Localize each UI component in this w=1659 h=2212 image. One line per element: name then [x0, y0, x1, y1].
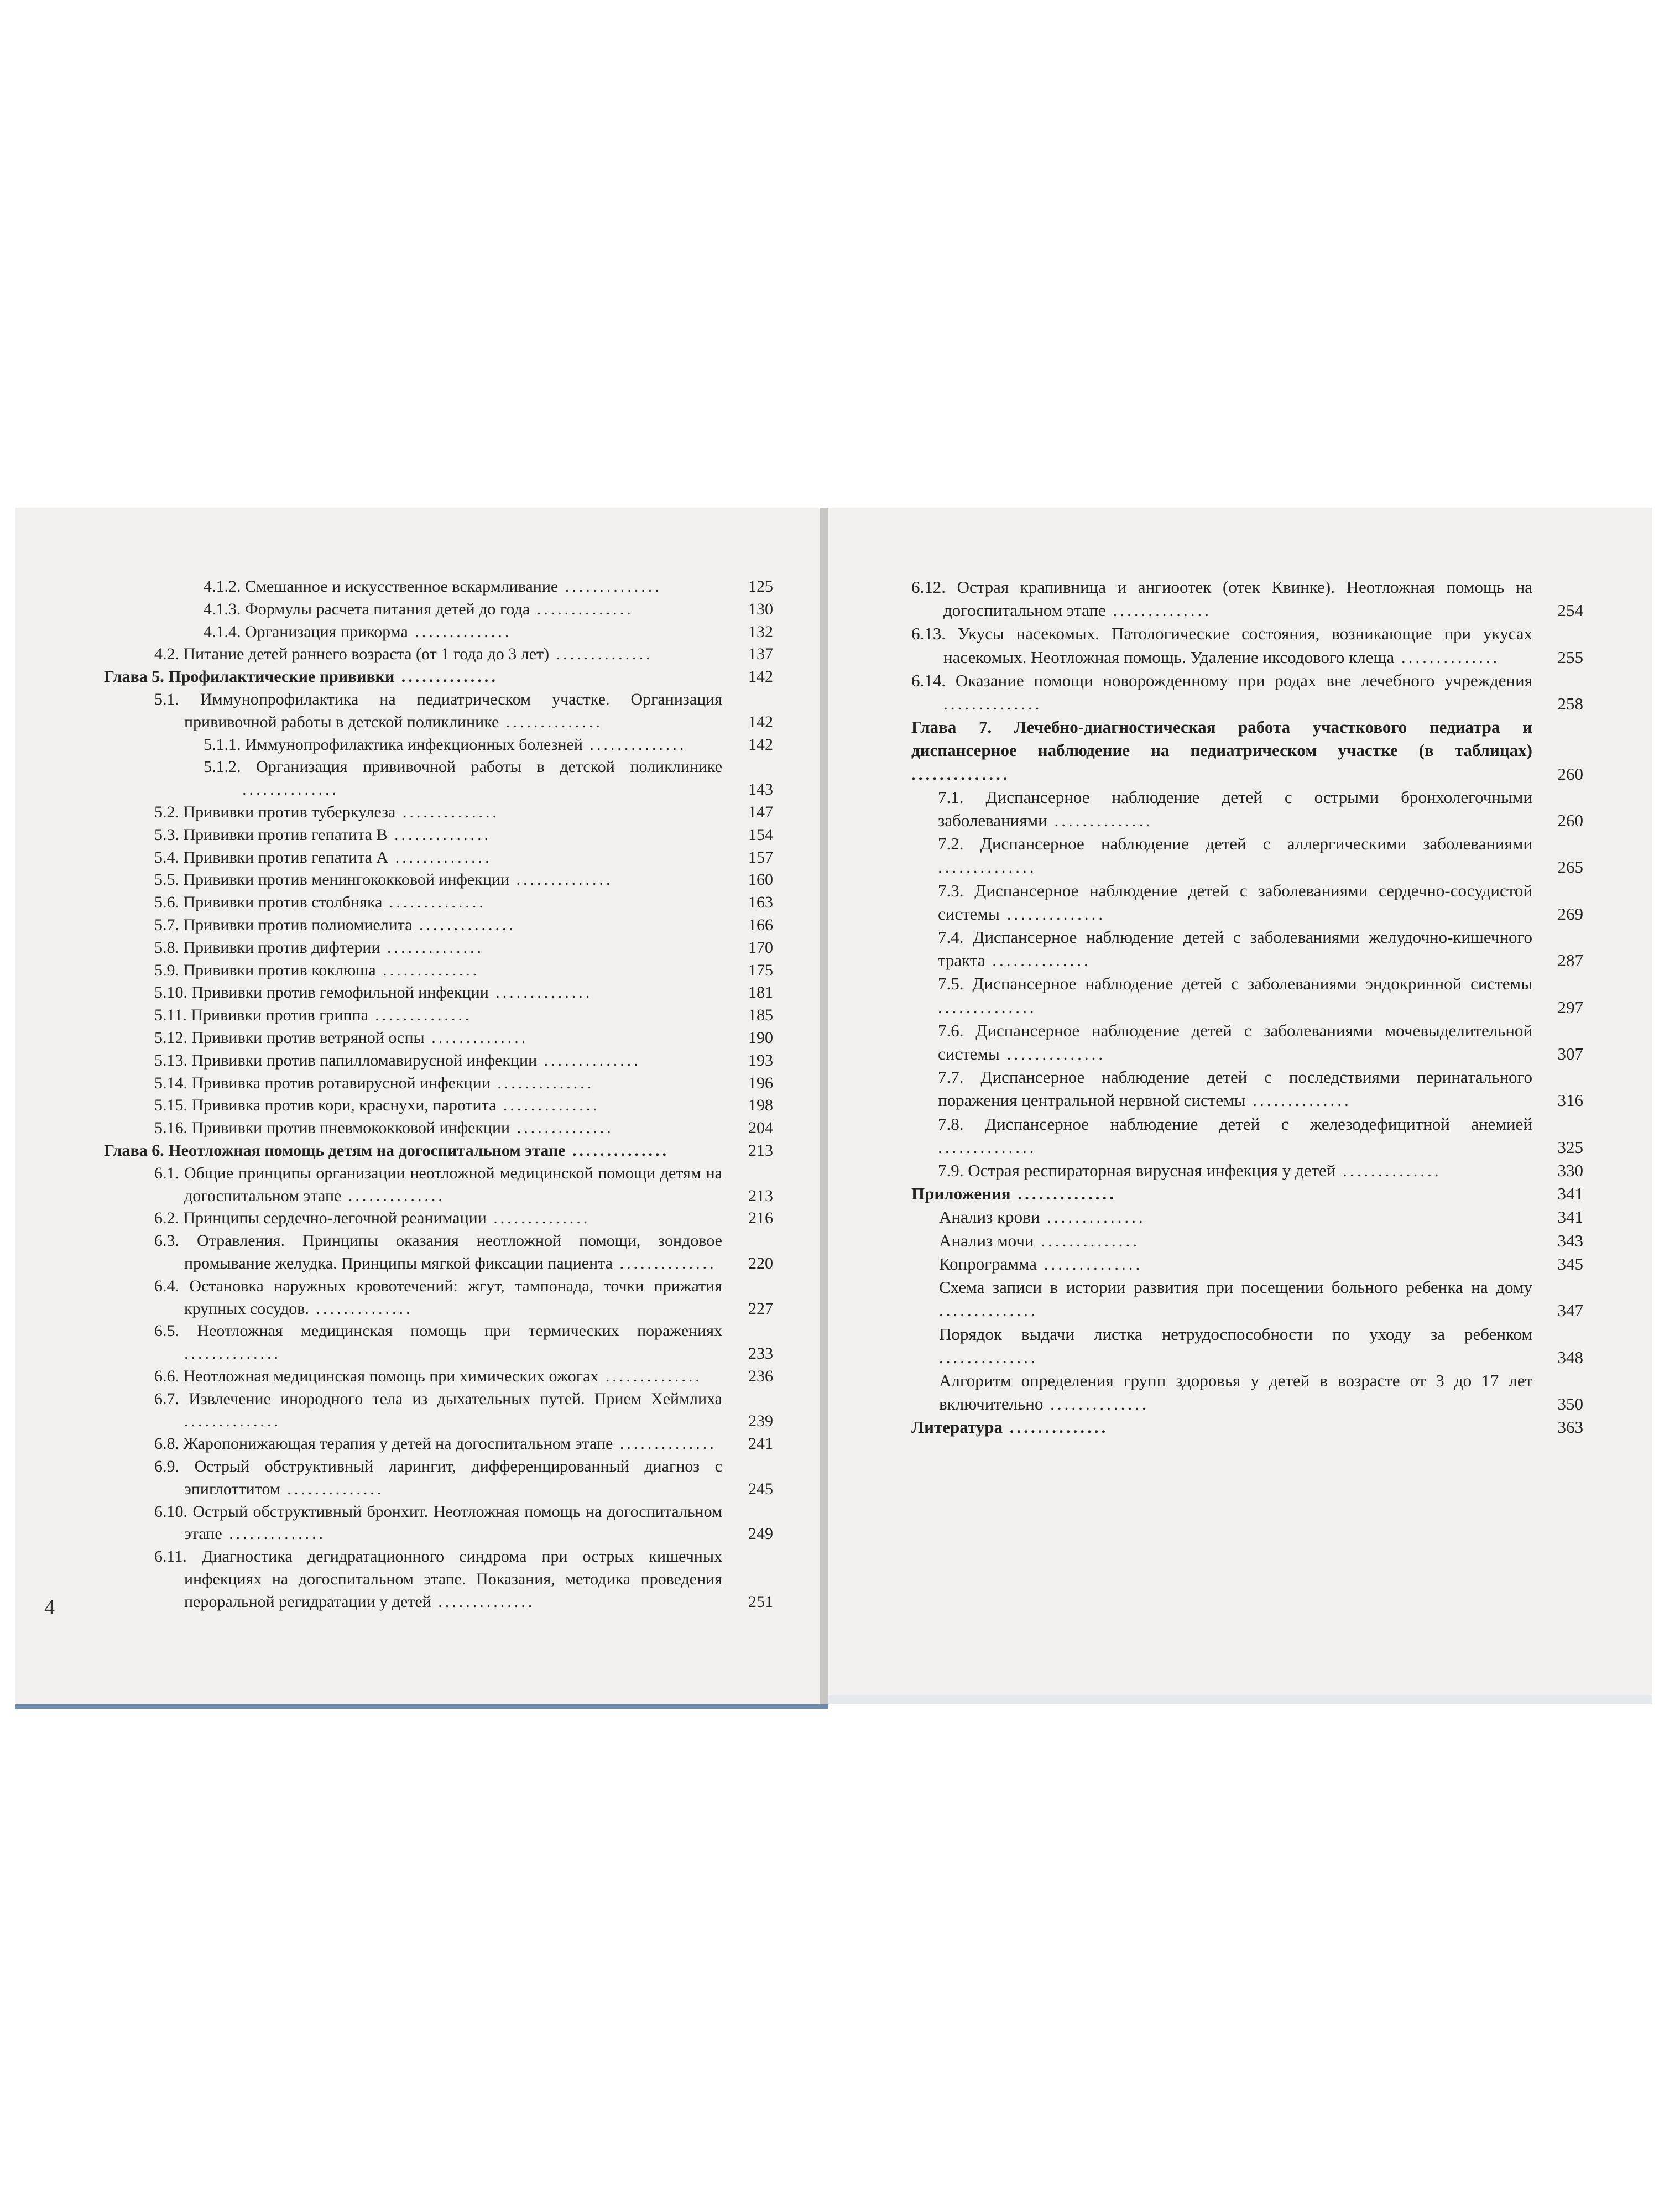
- leader-dots: ..............: [1394, 647, 1500, 667]
- toc-entry-title: 6.8. Жаропонижающая терапия у детей на догоспитальном этапе ..............: [154, 1434, 717, 1453]
- toc-entry: [104, 1117, 773, 1140]
- toc-entry-title: 5.10. Прививки против гемофильной инфекции ..............: [154, 983, 593, 1002]
- toc-entry-title: 6.1. Общие принципы организации неотложной медицинской помощи детям на догоспитальном этапе ..............: [154, 1164, 722, 1205]
- leader-dots: ..............: [341, 1186, 445, 1205]
- toc-page-number: 236: [748, 1366, 773, 1385]
- leader-dots: ..............: [510, 1119, 614, 1138]
- toc-entry-title: 7.5. Диспансерное наблюдение детей с заболеваниями эндокринной системы ..............: [938, 974, 1532, 1017]
- leader-dots: ..............: [1335, 1161, 1442, 1181]
- toc-entry: [911, 1323, 1583, 1369]
- page-number: 4: [44, 1596, 55, 1619]
- right-toc: [911, 576, 1583, 1439]
- toc-entry-title: Схема записи в истории развития при посещении больного ребенка на дому ..............: [939, 1277, 1532, 1321]
- toc-page-number: 216: [748, 1209, 773, 1228]
- toc-page-number: 307: [1557, 1044, 1583, 1064]
- toc-entry-title: 5.9. Прививки против коклюша ..............: [154, 961, 480, 979]
- toc-entry-title: 4.2. Питание детей раннего возраста (от 1 года до 3 лет) ..............: [154, 645, 653, 664]
- toc-entry: [104, 734, 773, 757]
- leader-dots: ..............: [1002, 1417, 1109, 1437]
- toc-entry-title: Приложения ..............: [911, 1184, 1117, 1204]
- toc-page-number: 363: [1557, 1417, 1583, 1437]
- toc-page-number: 249: [748, 1525, 773, 1543]
- toc-entry: [104, 1230, 773, 1275]
- leader-dots: ..............: [388, 848, 492, 867]
- toc-page-number: 142: [748, 712, 773, 731]
- book-gutter: [820, 508, 828, 1704]
- toc-entry-title: 6.9. Острый обструктивный ларингит, дифференцированный диагноз с эпиглоттитом ..............: [154, 1457, 722, 1498]
- leader-dots: ..............: [184, 1344, 281, 1363]
- leader-dots: ..............: [938, 1137, 1037, 1157]
- leader-dots: ..............: [509, 870, 613, 889]
- toc-entry-title: 5.2. Прививки против туберкулеза ..............: [154, 802, 499, 821]
- toc-entry-title: 6.14. Оказание помощи новорожденному при родах вне лечебного учреждения ..............: [911, 670, 1532, 714]
- toc-page-number: 143: [748, 780, 773, 799]
- toc-page-number: 297: [1557, 997, 1583, 1017]
- toc-entry-title: 6.2. Принципы сердечно-легочной реанимации ..............: [154, 1209, 591, 1228]
- toc-page-number: 316: [1557, 1091, 1583, 1110]
- toc-page-number: 142: [748, 735, 773, 754]
- left-toc: [104, 576, 773, 1614]
- toc-page-number: 258: [1557, 694, 1583, 714]
- toc-page-number: 233: [748, 1344, 773, 1363]
- leader-dots: ..............: [549, 645, 653, 664]
- toc-entry: [911, 1113, 1583, 1159]
- toc-entry: [911, 1019, 1583, 1066]
- toc-entry-title: 7.2. Диспансерное наблюдение детей с аллергическими заболеваниями ..............: [938, 834, 1532, 877]
- toc-entry: [104, 891, 773, 914]
- toc-entry: [911, 576, 1583, 622]
- toc-page-number: 239: [748, 1412, 773, 1431]
- toc-entry-title: 5.4. Прививки против гепатита А ..............: [154, 848, 492, 867]
- toc-entry: [104, 914, 773, 937]
- leader-dots: ..............: [499, 712, 603, 731]
- leader-dots: ..............: [985, 951, 1091, 971]
- leader-dots: ..............: [1010, 1184, 1117, 1204]
- toc-page-number: 175: [748, 961, 773, 979]
- toc-page-number: 166: [748, 915, 773, 934]
- leader-dots: ..............: [431, 1592, 535, 1611]
- toc-entry-title: 5.3. Прививки против гепатита В ..............: [154, 825, 492, 844]
- leader-dots: ..............: [408, 622, 512, 641]
- toc-page-number: 130: [748, 599, 773, 618]
- toc-entry-title: 7.4. Диспансерное наблюдение детей с заболеваниями желудочно-кишечного тракта ..............: [938, 927, 1532, 971]
- toc-entry-title: 4.1.4. Организация прикорма ..............: [204, 622, 512, 641]
- toc-page-number: 265: [1557, 857, 1583, 877]
- toc-entry-title: 5.15. Прививка против кори, краснухи, паротита ..............: [154, 1096, 600, 1115]
- toc-entry: [911, 1206, 1583, 1229]
- leader-dots: ..............: [938, 997, 1037, 1017]
- leader-dots: ..............: [1047, 811, 1153, 831]
- toc-page-number: 157: [748, 848, 773, 867]
- toc-entry: [104, 869, 773, 891]
- toc-entry-title: 7.8. Диспансерное наблюдение детей с железодефицитной анемией ..............: [938, 1114, 1532, 1157]
- toc-page-number: 255: [1557, 647, 1583, 667]
- toc-entry-title: 6.5. Неотложная медицинская помощь при термических поражениях ..............: [154, 1322, 722, 1363]
- toc-page-number: 137: [748, 645, 773, 664]
- toc-chapter-heading: [911, 1182, 1583, 1206]
- toc-page-number: 341: [1557, 1184, 1583, 1204]
- toc-page-number: 341: [1557, 1207, 1583, 1227]
- toc-entry-title: 5.7. Прививки против полиомиелита ..............: [154, 915, 517, 934]
- toc-entry: [911, 1276, 1583, 1322]
- toc-page-number: 213: [748, 1186, 773, 1205]
- toc-page-number: 160: [748, 870, 773, 889]
- toc-entry-title: Анализ мочи ..............: [939, 1230, 1140, 1250]
- leader-dots: ..............: [1040, 1207, 1146, 1227]
- toc-entry-title: 7.7. Диспансерное наблюдение детей с последствиями перинатального поражения центральной нервной системы ..............: [938, 1067, 1532, 1110]
- toc-entry-title: Литература ..............: [911, 1417, 1109, 1437]
- toc-entry: [911, 1369, 1583, 1416]
- toc-entry-title: 5.8. Прививки против дифтерии ..............: [154, 938, 484, 957]
- left-page: [15, 508, 821, 1704]
- toc-entry: [911, 926, 1583, 972]
- toc-entry-title: 6.3. Отравления. Принципы оказания неотложной помощи, зондовое промывание желудка. Принципы мягкой фиксации пациента ..............: [154, 1232, 722, 1272]
- toc-entry-title: 7.1. Диспансерное наблюдение детей с острыми бронхолегочными заболеваниями ..............: [938, 787, 1532, 831]
- toc-entry: [104, 1433, 773, 1455]
- toc-entry: [911, 1229, 1583, 1253]
- toc-entry-title: 5.1. Иммунопрофилактика на педиатрическом участке. Организация прививочной работы в детской поликлинике ..............: [154, 690, 722, 731]
- toc-entry: [104, 959, 773, 982]
- toc-entry: [104, 1365, 773, 1388]
- toc-page-number: 213: [748, 1141, 773, 1160]
- leader-dots: ..............: [496, 1096, 600, 1115]
- toc-entry-title: Глава 5. Профилактические прививки ..............: [104, 667, 498, 686]
- leader-dots: ..............: [1043, 1394, 1149, 1414]
- leader-dots: ..............: [1245, 1091, 1352, 1110]
- toc-page-number: 154: [748, 825, 773, 844]
- toc-entry-title: Глава 6. Неотложная помощь детям на догоспитальном этапе ..............: [104, 1141, 669, 1160]
- leader-dots: ..............: [530, 599, 634, 618]
- leader-dots: ..............: [939, 1347, 1038, 1367]
- toc-page-number: 343: [1557, 1230, 1583, 1250]
- toc-entry: [104, 1072, 773, 1095]
- toc-entry-title: 5.11. Прививки против гриппа ..............: [154, 1006, 472, 1025]
- toc-entry: [104, 1388, 773, 1433]
- toc-page-number: 220: [748, 1254, 773, 1272]
- toc-entry: [911, 832, 1583, 879]
- toc-page-number: 196: [748, 1073, 773, 1092]
- leader-dots: ..............: [488, 983, 593, 1002]
- leader-dots: ..............: [368, 1006, 472, 1025]
- leader-dots: ..............: [382, 893, 486, 912]
- leader-dots: ..............: [598, 1366, 702, 1385]
- toc-chapter-heading: [911, 716, 1583, 786]
- toc-entry: [911, 669, 1583, 716]
- toc-page-number: 142: [748, 667, 773, 686]
- leader-dots: ..............: [222, 1525, 326, 1543]
- leader-dots: ..............: [938, 857, 1037, 877]
- toc-entry-title: 5.13. Прививки против папилломавирусной инфекции ..............: [154, 1051, 641, 1070]
- toc-entry: [911, 972, 1583, 1019]
- leader-dots: ..............: [582, 735, 687, 754]
- leader-dots: ..............: [612, 1254, 717, 1272]
- toc-entry: [104, 1320, 773, 1365]
- toc-entry: [104, 1027, 773, 1050]
- toc-page-number: 345: [1557, 1254, 1583, 1274]
- toc-page-number: 125: [748, 577, 773, 596]
- toc-entry: [104, 1162, 773, 1208]
- leader-dots: ..............: [424, 1028, 529, 1047]
- toc-entry: [104, 1050, 773, 1072]
- leader-dots: ..............: [565, 1141, 669, 1160]
- toc-entry: [911, 1066, 1583, 1112]
- leader-dots: ..............: [613, 1434, 717, 1453]
- toc-page-number: 227: [748, 1299, 773, 1318]
- toc-entry-title: 5.14. Прививка против ротавирусной инфекции ..............: [154, 1073, 594, 1092]
- toc-page-number: 347: [1557, 1301, 1583, 1321]
- toc-entry: [911, 1159, 1583, 1182]
- toc-entry-title: 6.4. Остановка наружных кровотечений: жгут, тампонада, точки прижатия крупных сосудов. ..............: [154, 1276, 722, 1318]
- toc-entry-title: 6.7. Извлечение инородного тела из дыхательных путей. Прием Хеймлиха ..............: [154, 1389, 722, 1431]
- toc-page-number: 260: [1557, 764, 1583, 784]
- toc-entry-title: 6.11. Диагностика дегидратационного синдрома при острых кишечных инфекциях на догоспитальном этапе. Показания, методика проведения пероральной регидратации у детей ..............: [154, 1547, 722, 1611]
- toc-entry: [104, 1094, 773, 1117]
- leader-dots: ..............: [999, 904, 1106, 924]
- toc-page-number: 325: [1557, 1137, 1583, 1157]
- leader-dots: ..............: [999, 1044, 1106, 1064]
- toc-page-number: 260: [1557, 811, 1583, 831]
- toc-entry: [911, 622, 1583, 669]
- toc-entry: [104, 643, 773, 666]
- toc-page-number: 348: [1557, 1347, 1583, 1367]
- leader-dots: ..............: [1105, 601, 1212, 620]
- toc-entry: [104, 1455, 773, 1501]
- leader-dots: ..............: [911, 764, 1010, 784]
- toc-entry: [104, 801, 773, 824]
- toc-page-number: 147: [748, 802, 773, 821]
- toc-page-number: 198: [748, 1096, 773, 1115]
- leader-dots: ..............: [537, 1051, 641, 1070]
- leader-dots: ..............: [558, 577, 662, 596]
- toc-page-number: 269: [1557, 904, 1583, 924]
- toc-entry-title: Анализ крови ..............: [939, 1207, 1146, 1227]
- toc-chapter-heading: [104, 666, 773, 688]
- toc-entry: [104, 937, 773, 959]
- toc-page-number: 185: [748, 1006, 773, 1025]
- toc-page-number: 350: [1557, 1394, 1583, 1414]
- right-page: [828, 508, 1652, 1704]
- leader-dots: ..............: [242, 780, 339, 799]
- leader-dots: ..............: [375, 961, 480, 979]
- leader-dots: ..............: [412, 915, 517, 934]
- toc-entry: [911, 1253, 1583, 1276]
- leader-dots: ..............: [1034, 1230, 1140, 1250]
- toc-page-number: 181: [748, 983, 773, 1002]
- toc-entry-title: 5.5. Прививки против менингококковой инфекции ..............: [154, 870, 613, 889]
- toc-entry-title: 6.13. Укусы насекомых. Патологические состояния, возникающие при укусах насекомых. Неотложная помощь. Удаление иксодового клеща ..............: [911, 624, 1532, 667]
- toc-page-number: 163: [748, 893, 773, 912]
- toc-entry-title: Алгоритм определения групп здоровья у детей в возрасте от 3 до 17 лет включительно ..............: [939, 1370, 1532, 1414]
- toc-entry-title: 6.6. Неотложная медицинская помощь при химических ожогах ..............: [154, 1366, 702, 1385]
- toc-page-number: 254: [1557, 601, 1583, 620]
- toc-chapter-heading: [911, 1416, 1583, 1439]
- toc-entry: [104, 598, 773, 621]
- toc-entry: [104, 847, 773, 869]
- toc-page-number: 193: [748, 1051, 773, 1070]
- toc-entry: [104, 1207, 773, 1230]
- toc-page-number: 251: [748, 1592, 773, 1611]
- toc-page-number: 190: [748, 1028, 773, 1047]
- toc-entry-title: Порядок выдачи листка нетрудоспособности по уходу за ребенком ..............: [939, 1324, 1532, 1367]
- toc-page-number: 170: [748, 938, 773, 957]
- leader-dots: ..............: [387, 825, 492, 844]
- toc-entry-title: 6.10. Острый обструктивный бронхит. Неотложная помощь на догоспитальном этапе ..............: [154, 1502, 722, 1543]
- toc-chapter-heading: [104, 1140, 773, 1162]
- toc-entry-title: 5.1.2. Организация прививочной работы в детской поликлинике ..............: [204, 758, 722, 799]
- toc-entry-title: 5.6. Прививки против столбняка ..............: [154, 893, 486, 912]
- toc-entry: [911, 786, 1583, 832]
- toc-entry-title: 7.9. Острая респираторная вирусная инфекция у детей ..............: [938, 1161, 1442, 1181]
- toc-entry-title: 5.12. Прививки против ветряной оспы ..............: [154, 1028, 529, 1047]
- toc-page-number: 287: [1557, 951, 1583, 971]
- leader-dots: ..............: [280, 1479, 384, 1498]
- leader-dots: ..............: [486, 1209, 591, 1228]
- toc-entry-title: 4.1.2. Смешанное и искусственное вскармливание ..............: [204, 577, 662, 596]
- toc-entry: [104, 1275, 773, 1321]
- toc-page-number: 330: [1557, 1161, 1583, 1181]
- toc-entry: [104, 1004, 773, 1027]
- toc-page-number: 241: [748, 1434, 773, 1453]
- toc-entry-title: 7.6. Диспансерное наблюдение детей с заболеваниями мочевыделительной системы ..............: [938, 1020, 1532, 1064]
- leader-dots: ..............: [380, 938, 484, 957]
- toc-entry: [104, 688, 773, 734]
- toc-entry: [104, 824, 773, 847]
- toc-entry-title: 7.3. Диспансерное наблюдение детей с заболеваниями сердечно-сосудистой системы ..............: [938, 880, 1532, 924]
- toc-entry-title: 5.16. Прививки против пневмококковой инфекции ..............: [154, 1119, 614, 1138]
- toc-entry-title: Копрограмма ..............: [939, 1254, 1143, 1274]
- page-edge: [15, 1704, 828, 1709]
- leader-dots: ..............: [309, 1299, 413, 1318]
- toc-entry-title: Глава 7. Лечебно-диагностическая работа участкового педиатра и диспансерное наблюдение на педиатрическом участке (в таблицах) ..............: [911, 717, 1532, 784]
- toc-entry: [911, 879, 1583, 926]
- toc-entry: [104, 756, 773, 801]
- toc-page-number: 132: [748, 622, 773, 641]
- leader-dots: ..............: [939, 1301, 1038, 1321]
- toc-entry: [104, 621, 773, 644]
- leader-dots: ..............: [1036, 1254, 1143, 1274]
- toc-page-number: 245: [748, 1479, 773, 1498]
- leader-dots: ..............: [184, 1412, 281, 1431]
- toc-entry: [104, 576, 773, 598]
- leader-dots: ..............: [395, 802, 499, 821]
- toc-entry-title: 4.1.3. Формулы расчета питания детей до года ..............: [204, 599, 634, 618]
- toc-page-number: 204: [748, 1119, 773, 1138]
- toc-entry: [104, 1501, 773, 1546]
- leader-dots: ..............: [490, 1073, 594, 1092]
- leader-dots: ..............: [394, 667, 498, 686]
- toc-entry: [104, 1546, 773, 1613]
- toc-entry-title: 6.12. Острая крапивница и ангиоотек (отек Квинке). Неотложная помощь на догоспитальном этапе ..............: [911, 577, 1532, 620]
- leader-dots: ..............: [943, 694, 1042, 714]
- toc-entry: [104, 982, 773, 1004]
- toc-entry-title: 5.1.1. Иммунопрофилактика инфекционных болезней ..............: [204, 735, 687, 754]
